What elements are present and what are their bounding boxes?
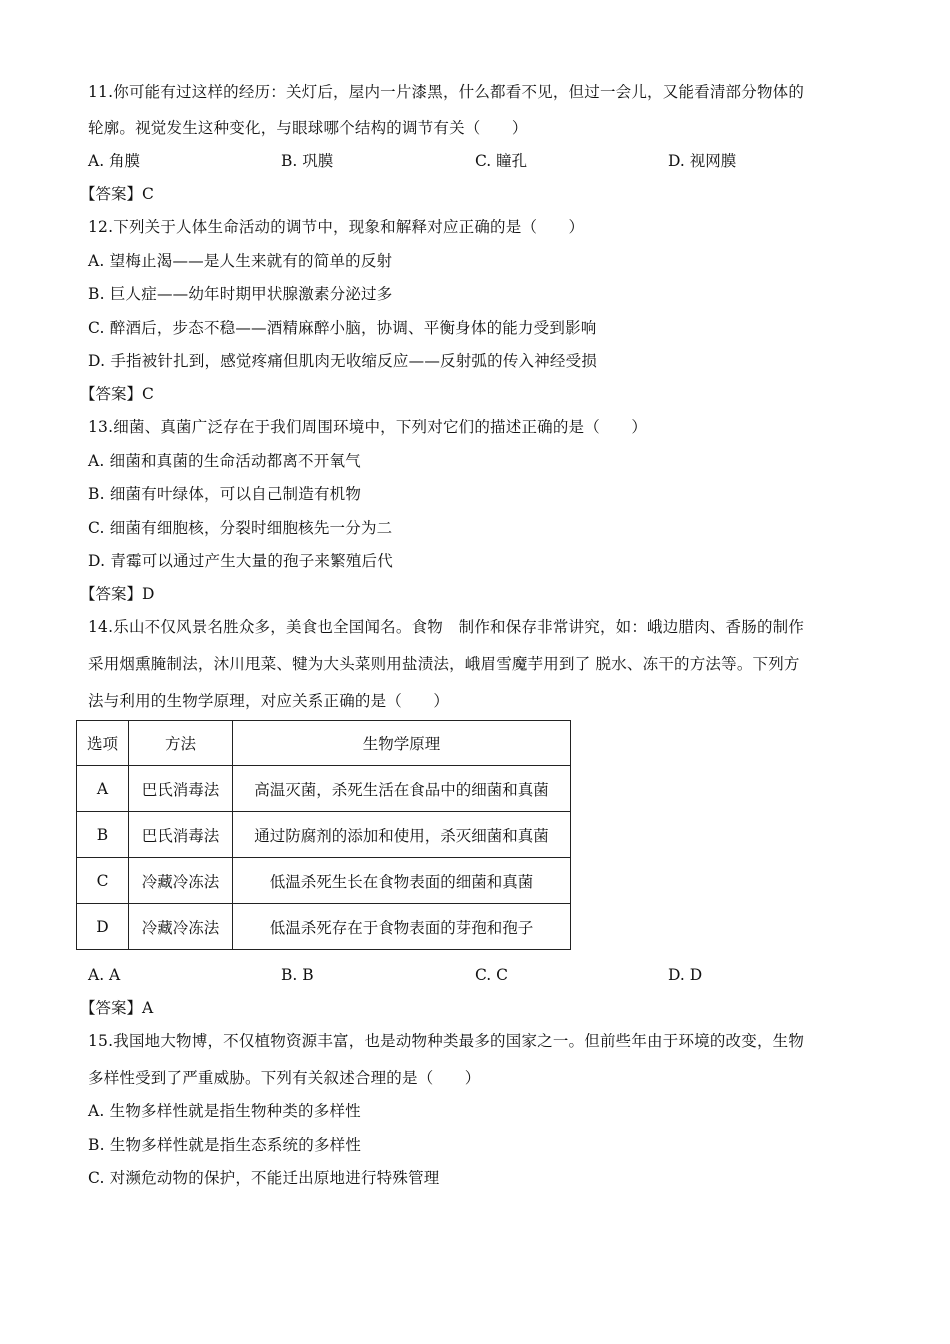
q13-option-c: C. 细菌有细胞核，分裂时细胞核先一分为二 (88, 519, 393, 537)
table-row (77, 812, 571, 858)
q13-option-a: A. 细菌和真菌的生命活动都离不开氧气 (88, 452, 361, 470)
q15-option-b: B. 生物多样性就是指生态系统的多样性 (88, 1136, 362, 1154)
table-row (77, 904, 571, 950)
q12-stem: 12.下列关于人体生命活动的调节中，现象和解释对应正确的是（ ） (88, 218, 585, 236)
q15-option-c: C. 对濒危动物的保护，不能迁出原地进行特殊管理 (88, 1169, 440, 1187)
q14-stem-line3: 法与利用的生物学原理，对应关系正确的是（ ） (88, 692, 450, 710)
table-row (77, 858, 571, 904)
q11-option-d: D. 视网膜 (668, 152, 737, 170)
table-header-cell: 方法 (129, 721, 233, 766)
q14-table (76, 720, 571, 950)
q14-stem-line1: 14.乐山不仅风景名胜众多，美食也全国闻名。食物 制作和保存非常讲究，如：峨边腊肉、香肠的制作 (88, 618, 805, 636)
q15-option-a: A. 生物多样性就是指生物种类的多样性 (88, 1102, 361, 1120)
q12-answer: 【答案】C (80, 385, 154, 403)
q14-option-d: D. D (668, 966, 703, 984)
table-header-row (77, 721, 571, 766)
q12-option-a: A. 望梅止渴——是人生来就有的简单的反射 (88, 252, 393, 270)
table-cell: 低温杀死生长在食物表面的细菌和真菌 (233, 858, 571, 904)
table-cell: A (77, 766, 129, 812)
q11-stem-line1: 11.你可能有过这样的经历：关灯后，屋内一片漆黑，什么都看不见，但过一会儿，又能看清部分物体的 (88, 83, 805, 101)
table-cell: 冷藏冷冻法 (129, 858, 233, 904)
table-row (77, 766, 571, 812)
q14-stem-line2: 采用烟熏腌制法，沐川甩菜、犍为大头菜则用盐渍法，峨眉雪魔芋用到了 脱水、冻干的方法等。下列方 (88, 655, 800, 673)
q12-option-d: D. 手指被针扎到，感觉疼痛但肌肉无收缩反应——反射弧的传入神经受损 (88, 352, 598, 370)
table-cell: 高温灭菌，杀死生活在食品中的细菌和真菌 (233, 766, 571, 812)
q13-stem: 13.细菌、真菌广泛存在于我们周围环境中，下列对它们的描述正确的是（ ） (88, 418, 648, 436)
q13-option-d: D. 青霉可以通过产生大量的孢子来繁殖后代 (88, 552, 393, 570)
q12-option-c: C. 醉酒后，步态不稳——酒精麻醉小脑，协调、平衡身体的能力受到影响 (88, 319, 597, 337)
q11-answer: 【答案】C (80, 185, 154, 203)
table-cell: C (77, 858, 129, 904)
q11-option-a: A. 角膜 (88, 152, 141, 170)
table-cell: B (77, 812, 129, 858)
q11-option-c: C. 瞳孔 (475, 152, 528, 170)
table-header-cell: 选项 (77, 721, 129, 766)
q15-stem-line2: 多样性受到了严重威胁。下列有关叙述合理的是（ ） (88, 1069, 481, 1087)
q14-option-c: C. C (475, 966, 509, 984)
table-cell: D (77, 904, 129, 950)
table-cell: 低温杀死存在于食物表面的芽孢和孢子 (233, 904, 571, 950)
q15-stem-line1: 15.我国地大物博，不仅植物资源丰富，也是动物种类最多的国家之一。但前些年由于环境的改变，生物 (88, 1032, 805, 1050)
table-cell: 巴氏消毒法 (129, 812, 233, 858)
q13-option-b: B. 细菌有叶绿体，可以自己制造有机物 (88, 485, 362, 503)
q14-option-a: A. A (88, 966, 121, 984)
q12-option-b: B. 巨人症——幼年时期甲状腺激素分泌过多 (88, 285, 393, 303)
q11-stem-line2: 轮廓。视觉发生这种变化，与眼球哪个结构的调节有关（ ） (88, 119, 528, 137)
q11-option-b: B. 巩膜 (281, 152, 334, 170)
q14-answer: 【答案】A (80, 999, 154, 1017)
table-cell: 冷藏冷冻法 (129, 904, 233, 950)
table-header-cell: 生物学原理 (233, 721, 571, 766)
table-cell: 通过防腐剂的添加和使用，杀灭细菌和真菌 (233, 812, 571, 858)
q14-option-b: B. B (281, 966, 314, 984)
q13-answer: 【答案】D (80, 585, 155, 603)
table-cell: 巴氏消毒法 (129, 766, 233, 812)
